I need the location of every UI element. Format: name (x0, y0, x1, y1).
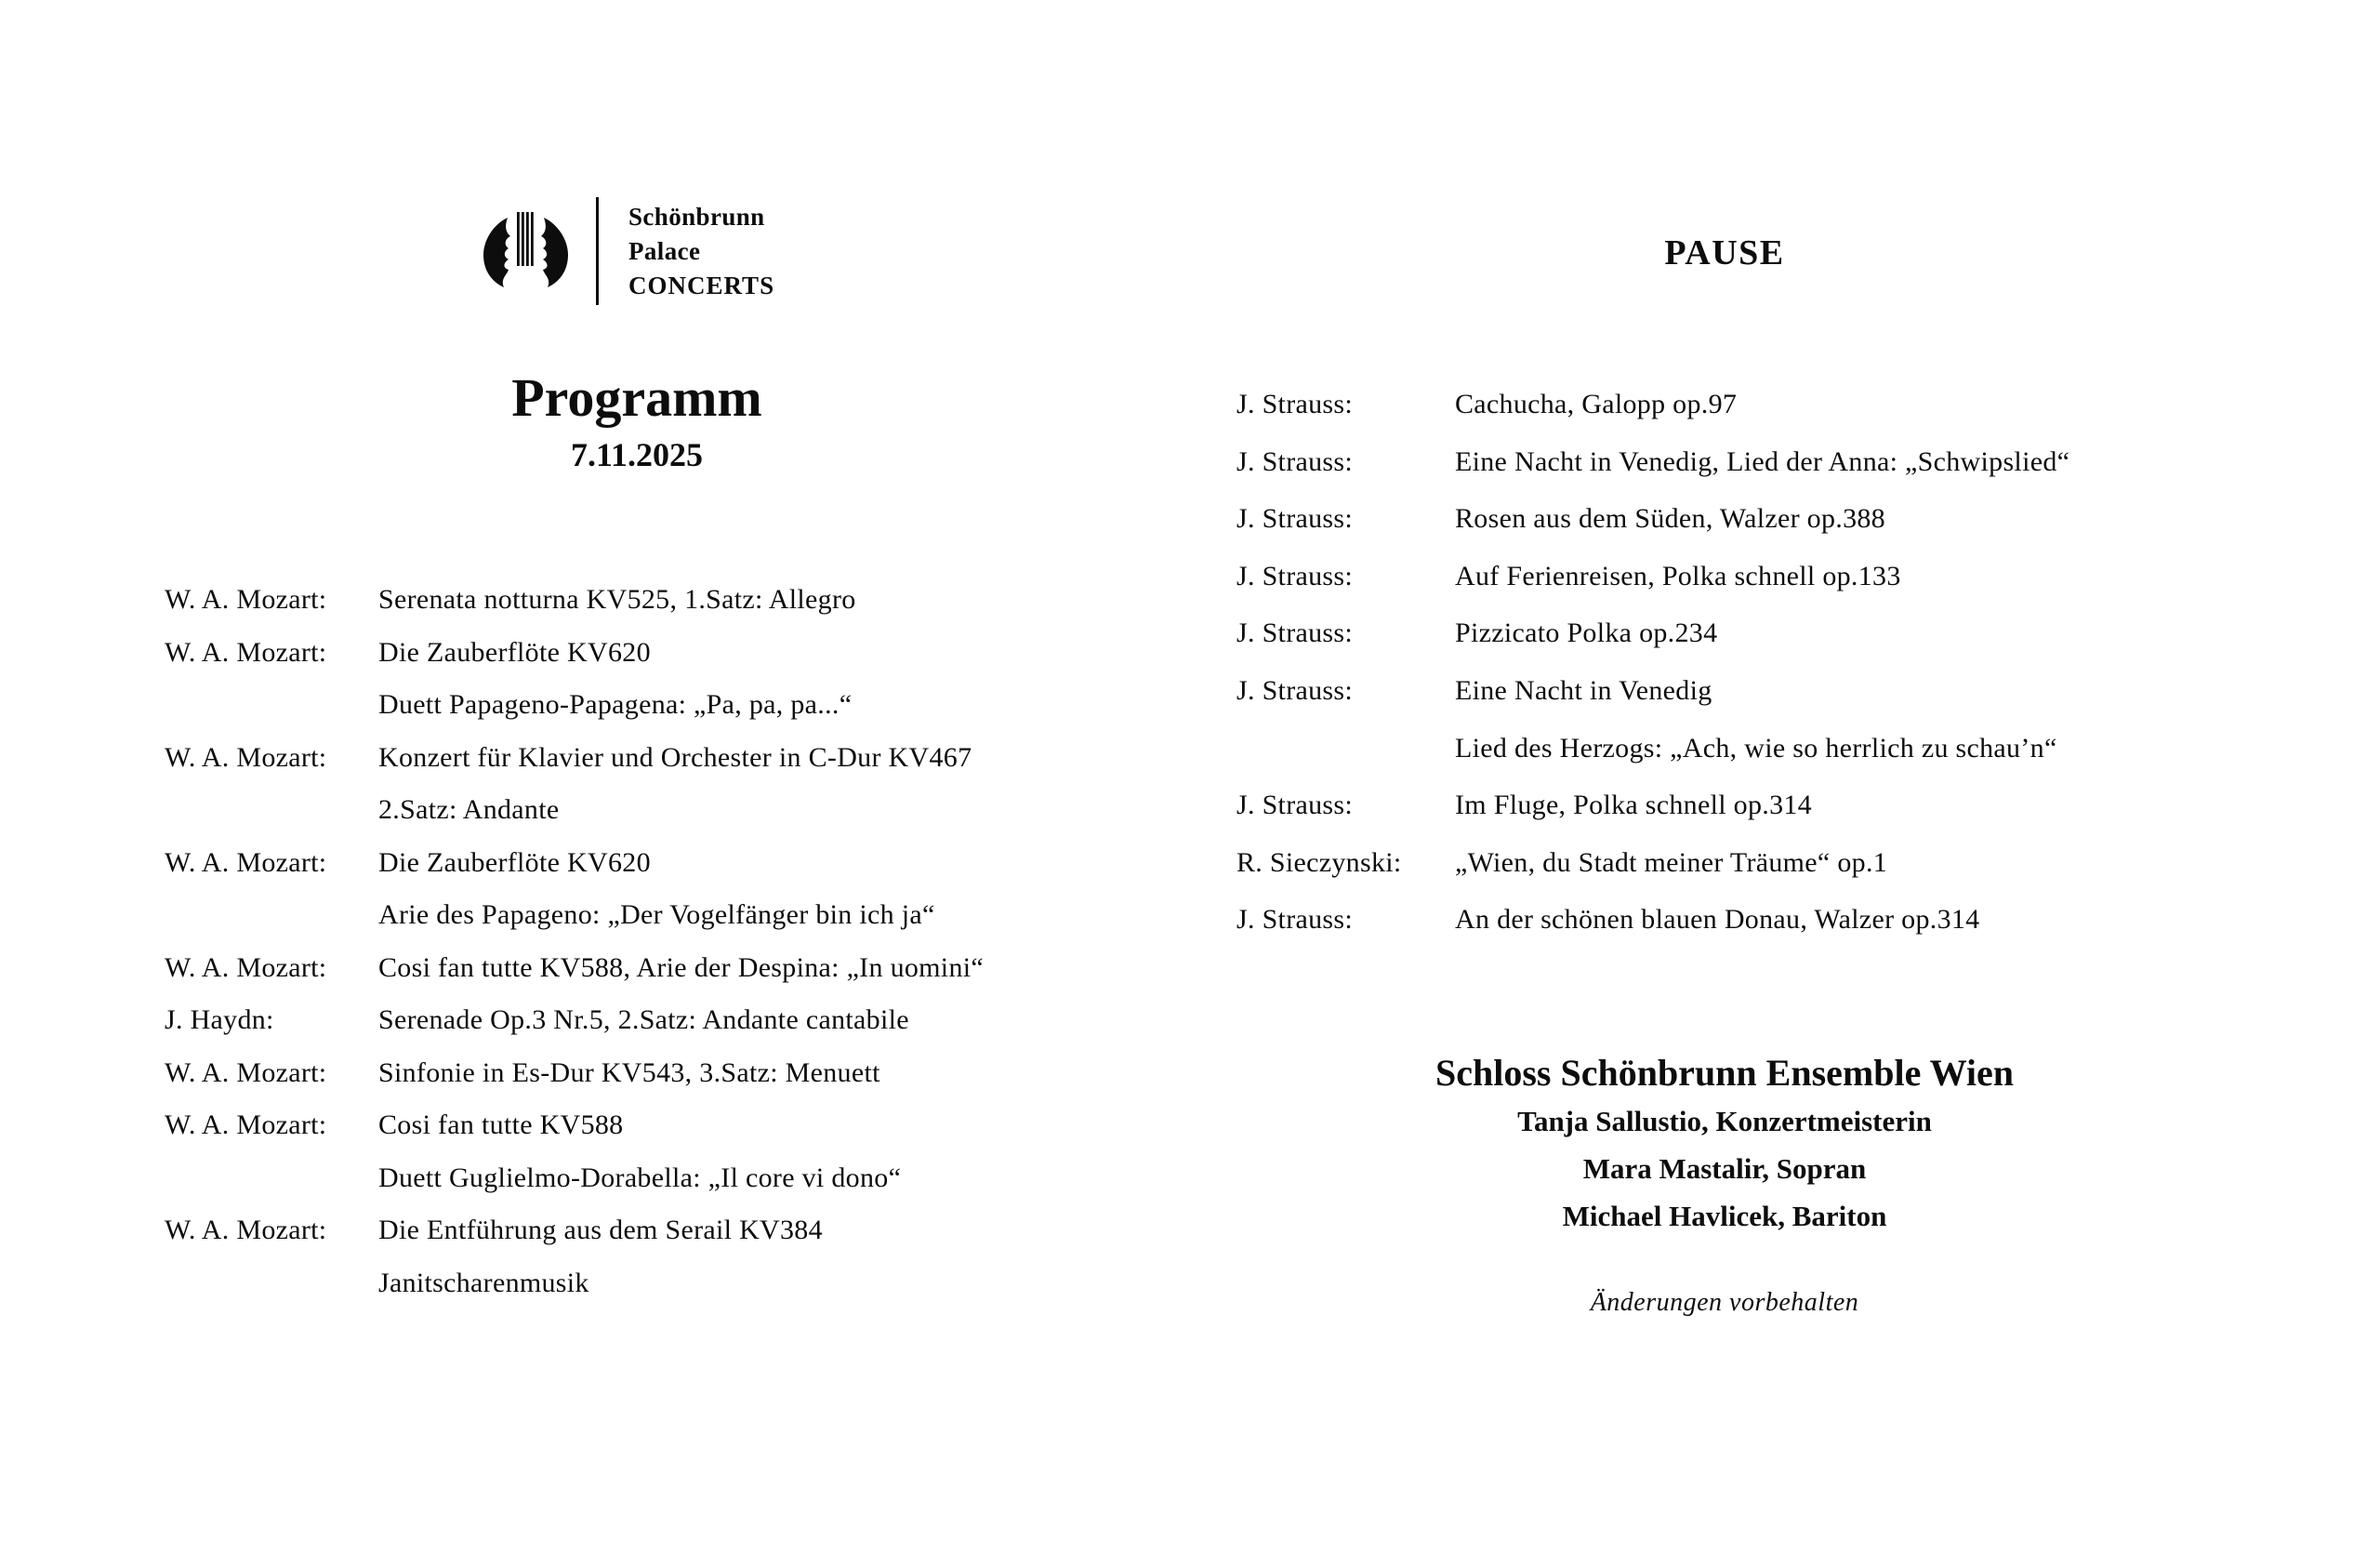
composer-label: J. Strauss: (1236, 790, 1353, 821)
program-list-right (1236, 389, 2278, 962)
piece-title: Serenata notturna KV525, 1.Satz: Allegro (378, 584, 856, 615)
composer-label: J. Strauss: (1236, 618, 1353, 649)
piece-title: Eine Nacht in Venedig, Lied der Anna: „Schwipslied“ (1455, 445, 2070, 477)
logo-line-1: Schönbrunn (628, 202, 765, 231)
piece-title: An der schönen blauen Donau, Walzer op.314 (1455, 904, 1980, 936)
piece-title: Eine Nacht in Venedig (1455, 674, 1712, 706)
program-row (165, 1109, 1159, 1162)
piece-title: Duett Guglielmo-Dorabella: „Il core vi dono“ (378, 1162, 902, 1193)
program-row (1236, 561, 2278, 618)
composer-label: W. A. Mozart: (165, 584, 327, 615)
piece-title: Janitscharenmusik (378, 1267, 589, 1298)
piece-title: Sinfonie in Es-Dur KV543, 3.Satz: Menuett (378, 1056, 880, 1088)
ensemble-block (1190, 1049, 2259, 1318)
changes-note: Änderungen vorbehalten (1590, 1288, 1859, 1317)
program-row (165, 1215, 1159, 1268)
composer-label: J. Strauss: (1236, 503, 1353, 535)
ensemble-members (1190, 1097, 2259, 1240)
program-row (1236, 618, 2278, 675)
composer-label: J. Strauss: (1236, 389, 1353, 419)
lute-strings-icon (482, 212, 570, 291)
composer-label: W. A. Mozart: (165, 1109, 327, 1140)
piece-title: „Wien, du Stadt meiner Träume“ op.1 (1455, 846, 1888, 878)
logo-line-3: CONCERTS (628, 271, 775, 299)
program-row (165, 742, 1159, 795)
piece-title: Die Zauberflöte KV620 (378, 846, 651, 878)
piece-title: Arie des Papageno: „Der Vogelfänger bin ich ja“ (378, 899, 935, 930)
piece-title: Lied des Herzogs: „Ach, wie so herrlich zu schau’n“ (1455, 732, 2057, 764)
logo-divider (596, 197, 599, 305)
program-row (165, 847, 1159, 900)
piece-title: Cosi fan tutte KV588, Arie der Despina: „In uomini“ (378, 951, 984, 983)
composer-label: J. Strauss: (1236, 445, 1353, 477)
program-list-left (165, 584, 1159, 1320)
composer-label: R. Sieczynski: (1236, 846, 1402, 878)
program-row (165, 584, 1159, 637)
logo (482, 197, 774, 305)
program-row (165, 1162, 1159, 1215)
program-row (1236, 675, 2278, 733)
piece-title: Pizzicato Polka op.234 (1455, 618, 1718, 649)
piece-title: Serenade Op.3 Nr.5, 2.Satz: Andante cantabile (378, 1004, 909, 1035)
ensemble-member: Michael Havlicek, Bariton (1562, 1200, 1887, 1232)
program-row (165, 952, 1159, 1005)
composer-label: W. A. Mozart: (165, 846, 327, 878)
piece-title: Im Fluge, Polka schnell op.314 (1455, 790, 1812, 821)
logo-text (628, 200, 774, 303)
piece-title: Rosen aus dem Süden, Walzer op.388 (1455, 503, 1885, 535)
ensemble-member: Tanja Sallustio, Konzertmeisterin (1517, 1105, 1932, 1137)
piece-title: Duett Papageno-Papagena: „Pa, pa, pa...“ (378, 689, 853, 720)
pause-heading: PAUSE (1664, 233, 1785, 272)
program-row (1236, 446, 2278, 504)
piece-title: Cosi fan tutte KV588 (378, 1109, 624, 1140)
composer-label: W. A. Mozart: (165, 1056, 327, 1088)
program-row (165, 637, 1159, 690)
program-row (165, 899, 1159, 952)
composer-label: J. Strauss: (1236, 904, 1353, 936)
composer-label: J. Strauss: (1236, 560, 1353, 591)
piece-title: 2.Satz: Andante (378, 794, 560, 825)
piece-title: Die Entführung aus dem Serail KV384 (378, 1215, 823, 1245)
ensemble-name: Schloss Schönbrunn Ensemble Wien (1435, 1052, 2015, 1094)
piece-title: Die Zauberflöte KV620 (378, 636, 651, 668)
program-row (165, 1004, 1159, 1057)
piece-title: Cachucha, Galopp op.97 (1455, 389, 1738, 419)
composer-label: W. A. Mozart: (165, 636, 327, 668)
piece-title: Auf Ferienreisen, Polka schnell op.133 (1455, 560, 1901, 591)
program-date: 7.11.2025 (570, 435, 703, 473)
composer-label: J. Haydn: (165, 1004, 274, 1035)
page-title: Programm (511, 367, 762, 428)
ensemble-member: Mara Mastalir, Sopran (1582, 1152, 1867, 1185)
program-row (165, 794, 1159, 847)
program-row (1236, 503, 2278, 561)
program-row (1236, 904, 2278, 962)
program-row (1236, 389, 2278, 446)
piece-title: Konzert für Klavier und Orchester in C-Dur KV467 (378, 741, 972, 773)
composer-label: J. Strauss: (1236, 674, 1353, 706)
program-row (165, 1268, 1159, 1321)
composer-label: W. A. Mozart: (165, 951, 327, 983)
composer-label: W. A. Mozart: (165, 1215, 327, 1245)
program-row (1236, 847, 2278, 905)
composer-label: W. A. Mozart: (165, 741, 327, 773)
program-row (1236, 733, 2278, 790)
program-row (165, 1057, 1159, 1110)
program-row (1236, 790, 2278, 847)
program-row (165, 689, 1159, 742)
title-block (390, 368, 883, 474)
logo-line-2: Palace (628, 236, 701, 265)
